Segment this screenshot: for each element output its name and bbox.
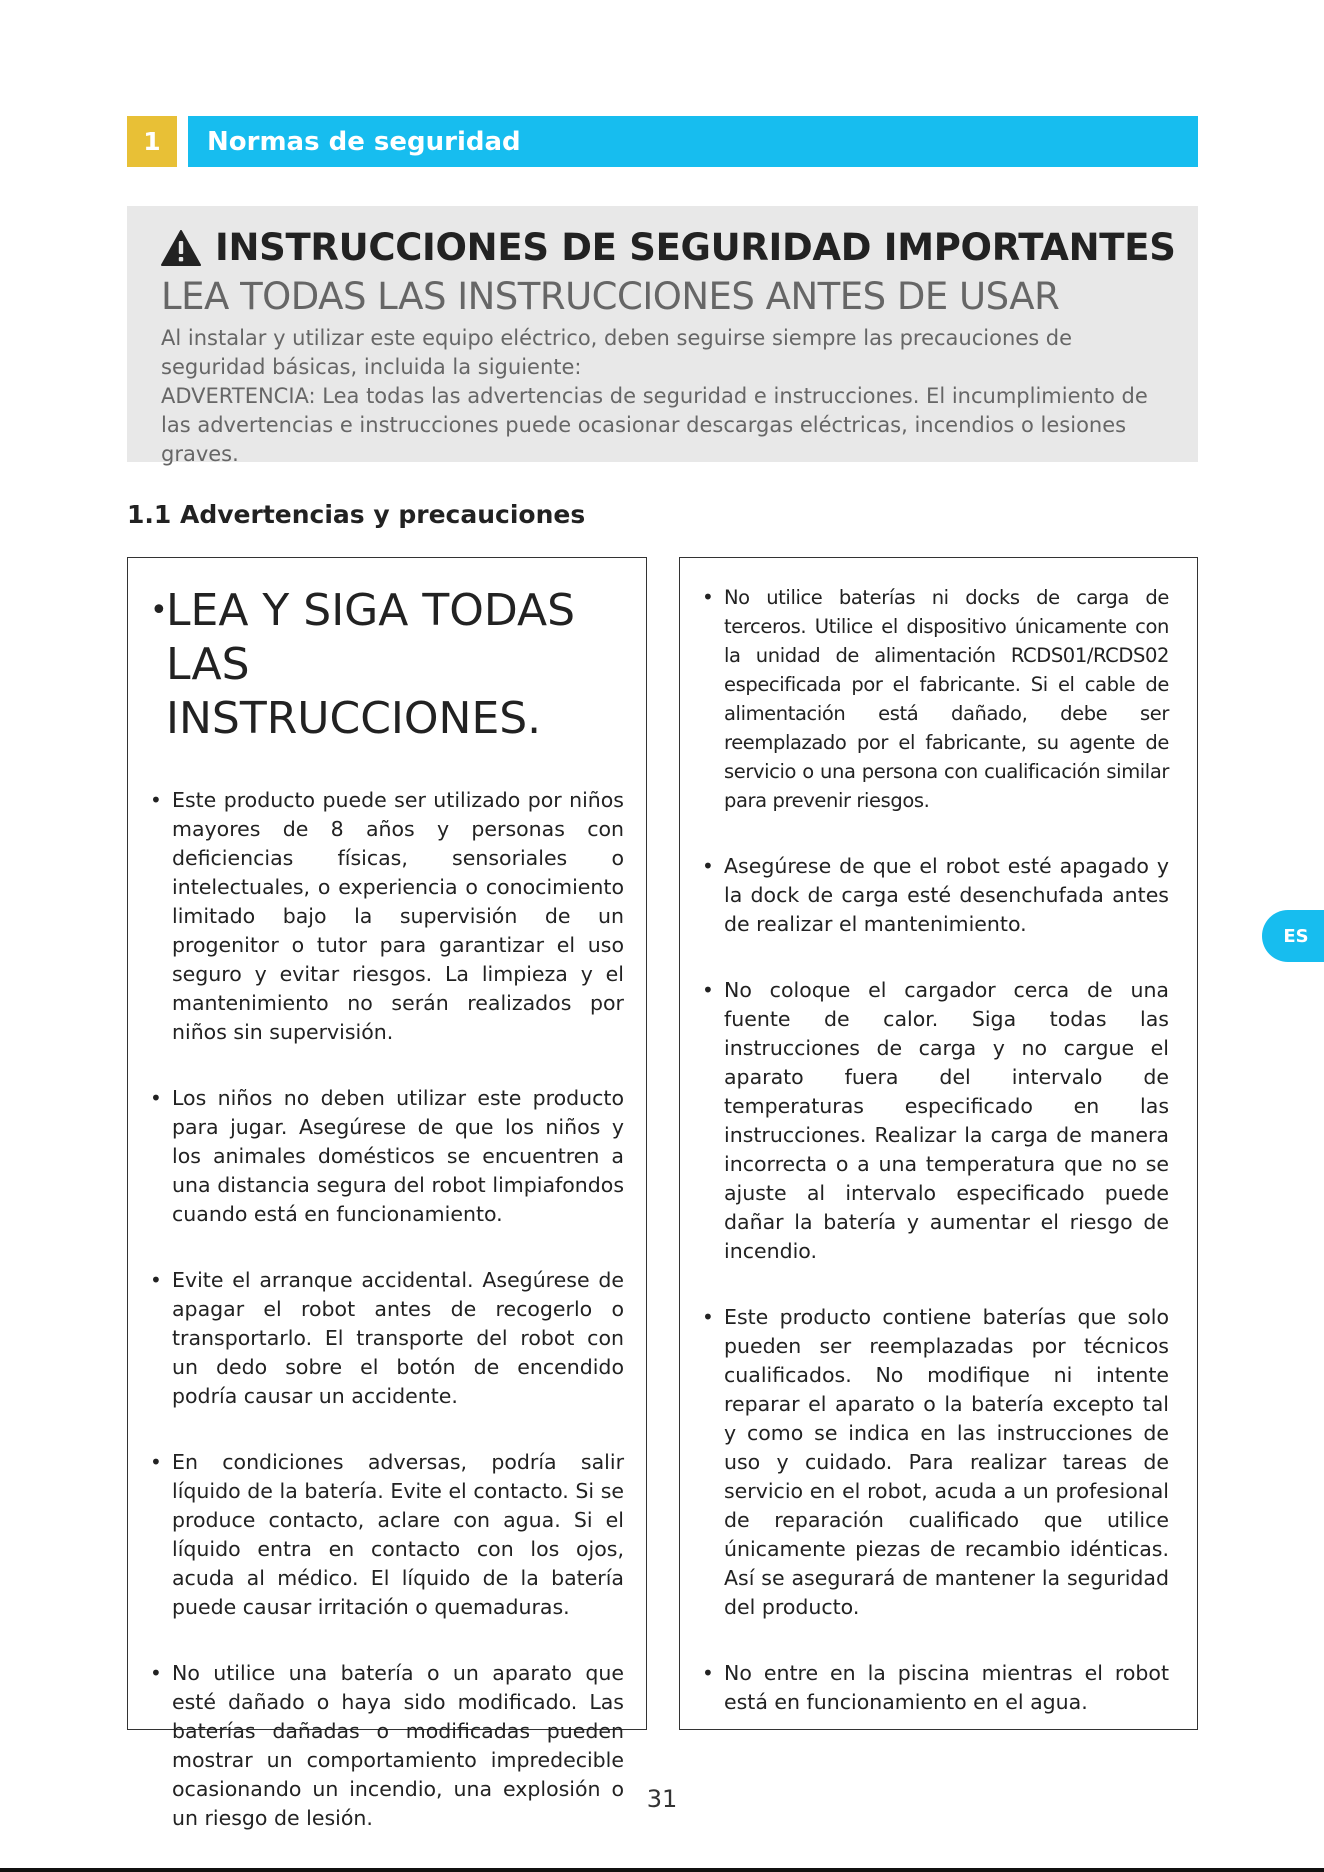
list-item-text: No coloque el cargador cerca de una fuente de calor. Siga todas las instrucciones de carga y no cargue el aparato fuera del intervalo de temperaturas especificado en las instrucciones. Realizar la carga de manera incorrecta o a una temperatura que no se ajuste al intervalo especificado puede dañar la batería y aumentar el riesgo de incendio. xyxy=(724,978,1169,1263)
bullet: • xyxy=(150,1086,162,1110)
bullet: • xyxy=(150,1450,162,1474)
warning-paragraph-2: ADVERTENCIA: Lea todas las advertencias de seguridad e instrucciones. El incumplimiento de las advertencias e instrucciones puede ocasionar descargas eléctricas, incendios o lesiones graves. xyxy=(161,384,1148,466)
safety-warning-box xyxy=(127,206,1198,466)
section-header xyxy=(127,116,1198,167)
bullet: • xyxy=(702,978,714,1002)
list-item xyxy=(150,1448,624,1622)
big-item-text: LEA Y SIGA TODAS LAS INSTRUCCIONES. xyxy=(166,585,575,744)
bottom-border xyxy=(0,1868,1324,1872)
list-item-text: Evite el arranque accidental. Asegúrese de apagar el robot antes de recogerlo o transportarlo. El transporte del robot con un dedo sobre el botón de encendido podría causar un accidente. xyxy=(172,1268,624,1408)
section-title: Normas de seguridad xyxy=(188,116,1198,167)
list-item-text: En condiciones adversas, podría salir líquido de la batería. Evite el contacto. Si se produce contacto, aclare con agua. Si el líquido entra en contacto con los ojos, acuda al médico. El líquido de la batería puede causar irritación o quemaduras. xyxy=(172,1450,624,1619)
list-item xyxy=(702,1659,1169,1717)
list-item xyxy=(150,1084,624,1229)
bullet: • xyxy=(150,593,168,628)
bullet: • xyxy=(702,1661,714,1685)
left-column xyxy=(127,557,647,1830)
list-item-text: Asegúrese de que el robot esté apagado y la dock de carga esté desenchufada antes de realizar el mantenimiento. xyxy=(724,854,1169,936)
bullet: • xyxy=(150,1661,162,1685)
warning-heading-text: INSTRUCCIONES DE SEGURIDAD IMPORTANTES xyxy=(215,226,1176,269)
list-item-text: No utilice una batería o un aparato que esté dañado o haya sido modificado. Las baterías dañadas o modificadas pueden mostrar un comportamiento impredecible ocasionando un incendio, una explosión o un riesgo de lesión. xyxy=(172,1661,624,1830)
right-column xyxy=(679,557,1198,1730)
language-tab: ES xyxy=(1262,910,1324,962)
list-item-text: No utilice baterías ni docks de carga de terceros. Utilice el dispositivo únicamente con la unidad de alimentación RCDS01/RCDS02 especificada por el fabricante. Si el cable de alimentación está dañado, debe ser reemplazado por el fabricante, su agente de servicio o una persona con cualificación similar para prevenir riesgos. xyxy=(724,586,1169,812)
warning-triangle-icon xyxy=(161,230,201,266)
bullet: • xyxy=(702,1305,714,1329)
list-item-text: No entre en la piscina mientras el robot está en funcionamiento en el agua. xyxy=(724,1661,1169,1714)
list-item xyxy=(150,786,624,1047)
bullet: • xyxy=(702,585,714,609)
list-item xyxy=(702,583,1169,815)
big-list-item xyxy=(150,584,624,746)
list-item xyxy=(702,852,1169,939)
list-item xyxy=(702,1303,1169,1622)
list-item xyxy=(150,1266,624,1411)
bullet: • xyxy=(702,854,714,878)
warning-subheading: LEA TODAS LAS INSTRUCCIONES ANTES DE USAR xyxy=(161,275,1060,318)
page-number: 31 xyxy=(646,1785,678,1813)
list-item-text: Este producto puede ser utilizado por niños mayores de 8 años y personas con deficiencias físicas, sensoriales o intelectuales, o experiencia o conocimiento limitado bajo la supervisión de un progenitor o tutor para garantizar el uso seguro y evitar riesgos. La limpieza y el mantenimiento no serán realizados por niños sin supervisión. xyxy=(172,788,624,1044)
list-item-text: Los niños no deben utilizar este producto para jugar. Asegúrese de que los niños y los animales domésticos se encuentren a una distancia segura del robot limpiafondos cuando está en funcionamiento. xyxy=(172,1086,624,1226)
bullet: • xyxy=(150,1268,162,1292)
list-item-text: Este producto contiene baterías que solo pueden ser reemplazadas por técnicos cualificados. No modifique ni intente reparar el aparato o la batería excepto tal y como se indica en las instrucciones de uso y cuidado. Para realizar tareas de servicio en el robot, acuda a un profesional de reparación cualificado que utilice únicamente piezas de recambio idénticas. Así se asegurará de mantener la seguridad del producto. xyxy=(724,1305,1169,1619)
subsection-title: 1.1 Advertencias y precauciones xyxy=(127,500,586,529)
list-item xyxy=(702,976,1169,1266)
section-number: 1 xyxy=(127,116,177,167)
bullet: • xyxy=(150,788,162,812)
warning-paragraph-1: Al instalar y utilizar este equipo eléctrico, deben seguirse siempre las precauciones de seguridad básicas, incluida la siguiente: xyxy=(161,326,1073,379)
warning-heading xyxy=(161,226,1176,269)
